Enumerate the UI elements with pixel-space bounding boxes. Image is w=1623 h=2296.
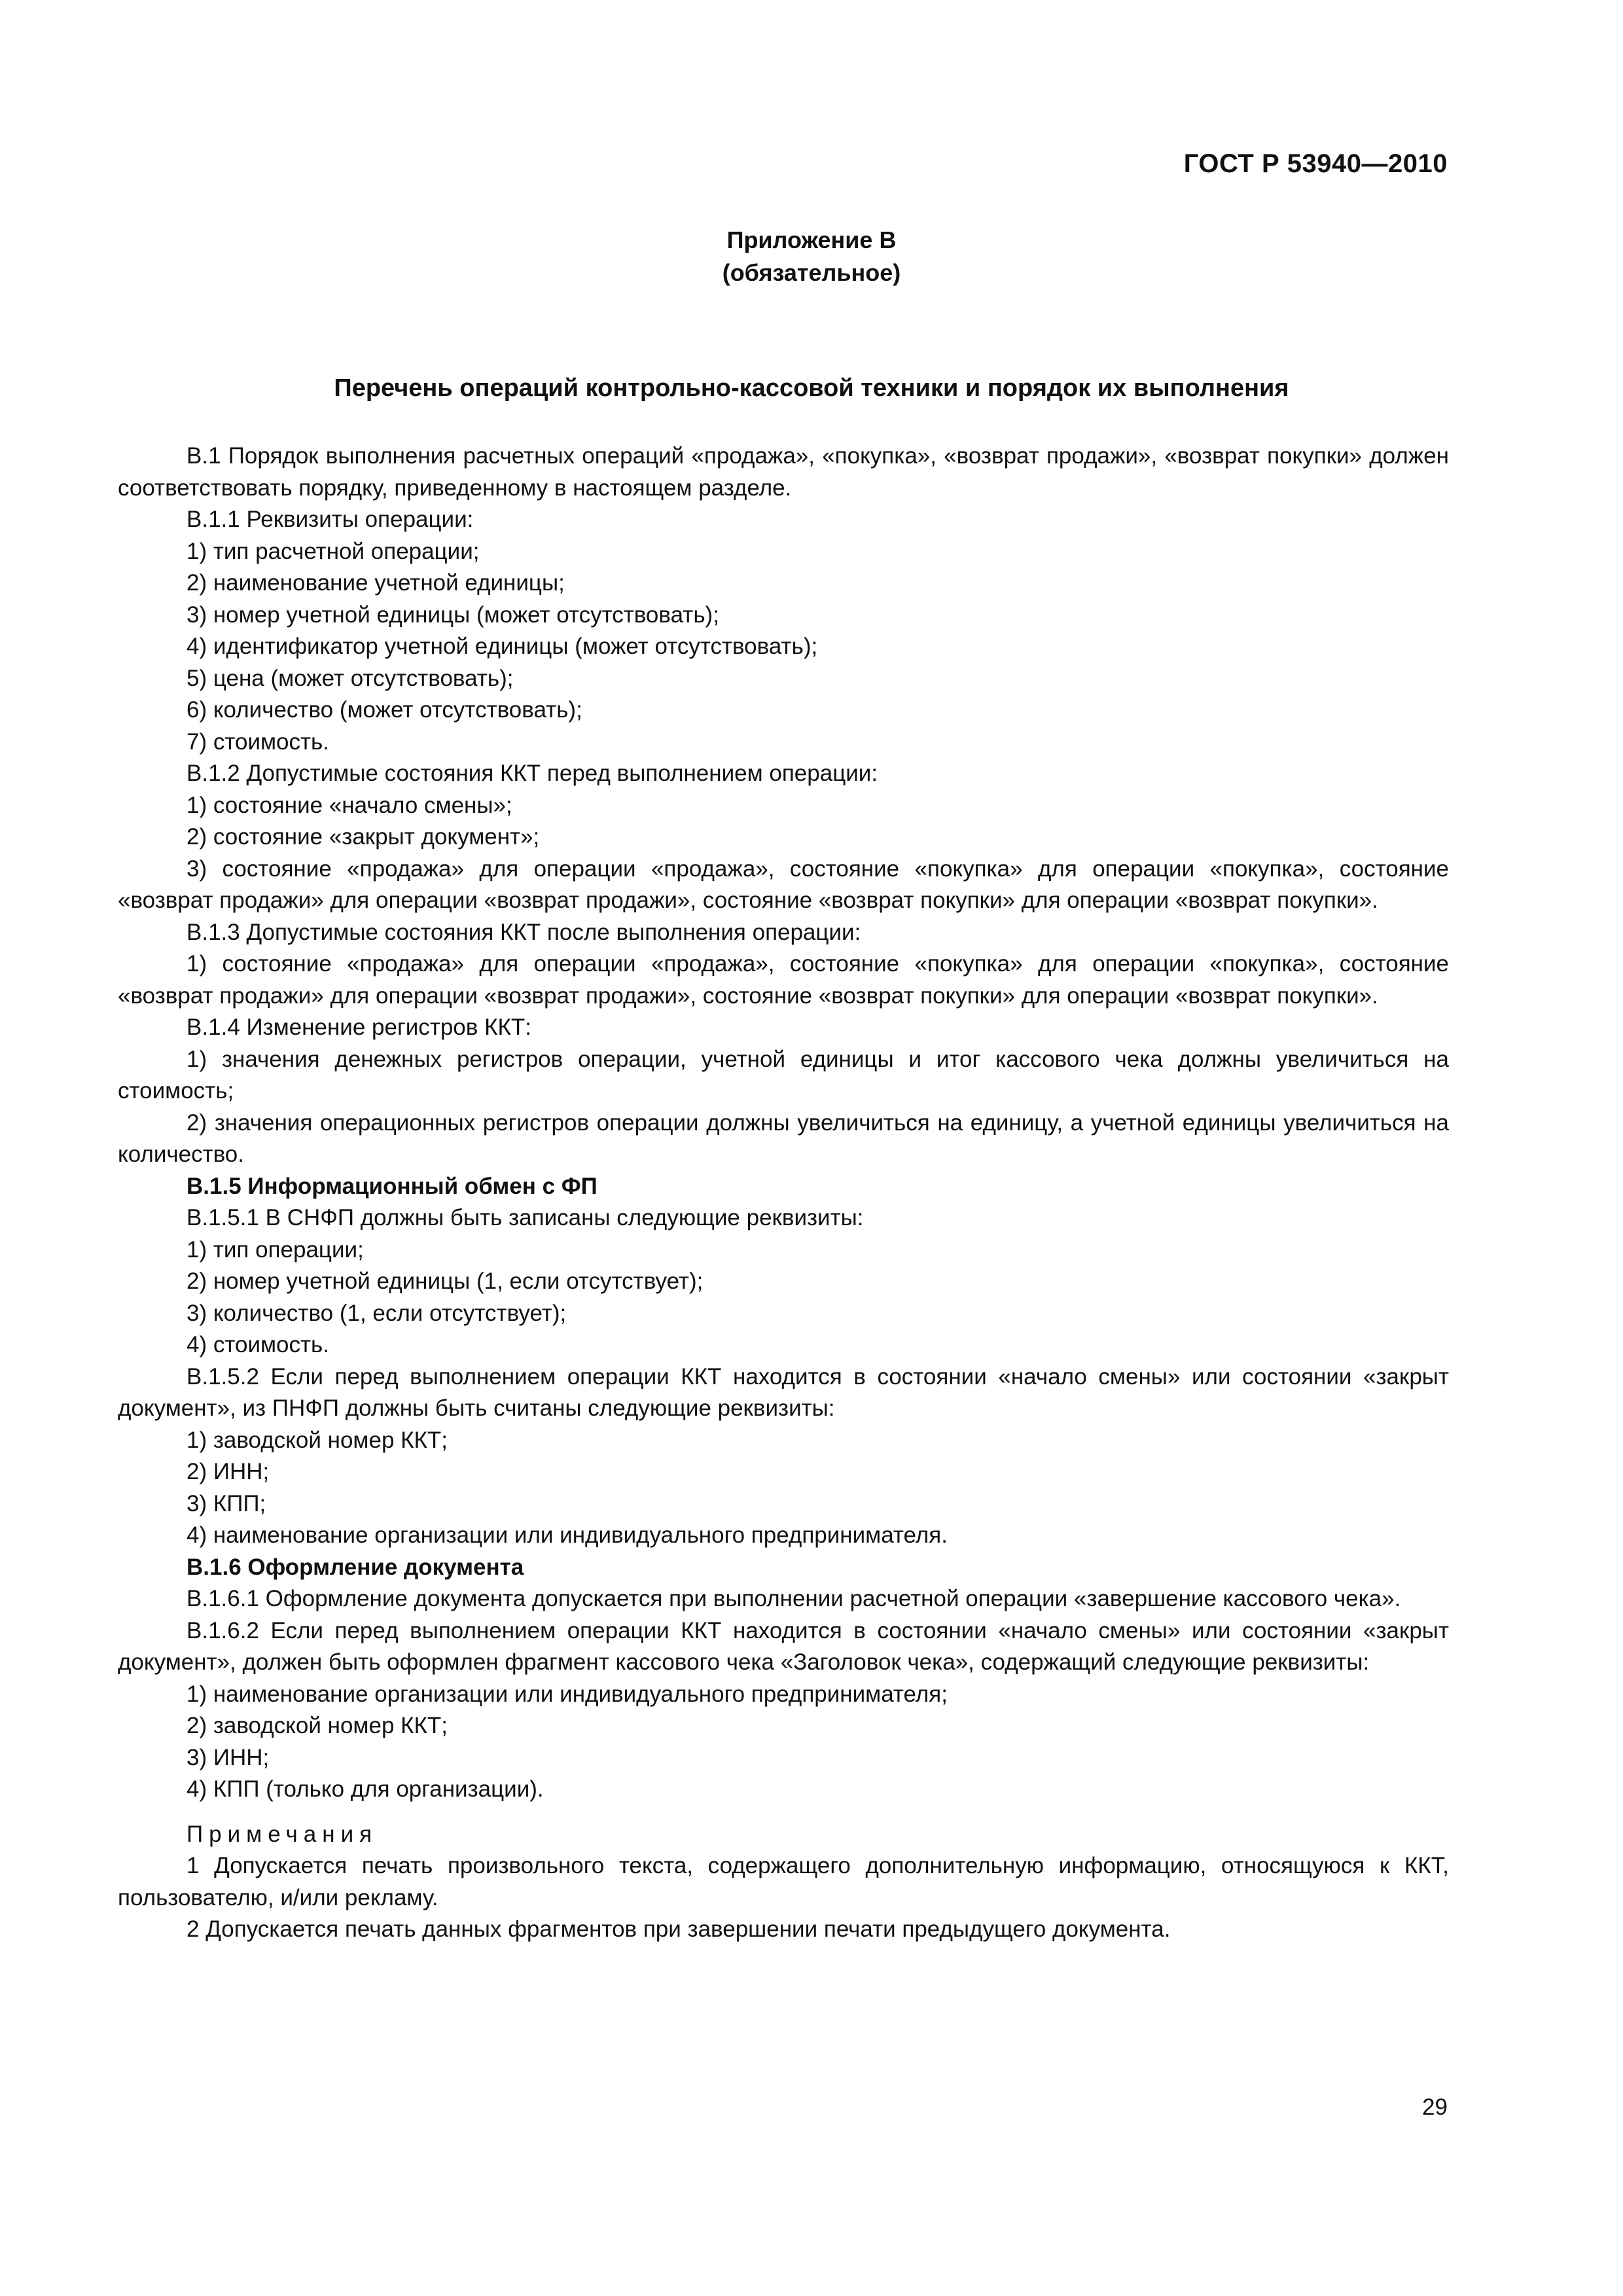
document-body (118, 440, 1449, 1946)
paragraph: 4) идентификатор учетной единицы (может отсутствовать); (187, 634, 818, 659)
paragraph: 5) цена (может отсутствовать); (187, 665, 514, 691)
annex-heading (0, 224, 1623, 289)
annex-name: Приложение В (726, 226, 897, 253)
paragraph: 1) значения денежных регистров операции, учетной единицы и итог кассового чека должны увеличиться на стоимость; (118, 1046, 1449, 1103)
paragraph: 2) заводской номер ККТ; (187, 1713, 448, 1738)
page-number: 29 (1422, 2094, 1448, 2120)
section-title: Перечень операций контрольно-кассовой техники и порядок их выполнения (334, 374, 1289, 402)
paragraph: В.1.2 Допустимые состояния ККТ перед выполнением операции: (187, 761, 878, 786)
note-item: 2 Допускается печать данных фрагментов при завершении печати предыдущего документа. (187, 1916, 1171, 1942)
paragraph: В.1.5.2 Если перед выполнением операции ККТ находится в состоянии «начало смены» или состоянии «закрыт документ», из ПНФП должны быть считаны следующие реквизиты: (118, 1363, 1449, 1421)
paragraph: В.1 Порядок выполнения расчетных операций «продажа», «покупка», «возврат продажи», «возврат покупки» должен соответствовать порядку, приведенному в настоящем разделе. (118, 443, 1449, 501)
paragraph: В.1.4 Изменение регистров ККТ: (187, 1014, 531, 1040)
paragraph: В.1.1 Реквизиты операции: (187, 507, 474, 532)
paragraph: 1) тип операции; (187, 1236, 364, 1263)
paragraph: 4) КПП (только для организации). (187, 1776, 544, 1802)
note-item: 1 Допускается печать произвольного текста, содержащего дополнительную информацию, относящуюся к ККТ, пользователю, и/или рекламу. (118, 1853, 1449, 1910)
paragraph: 4) стоимость. (187, 1332, 330, 1357)
document-code: ГОСТ Р 53940—2010 (1183, 149, 1448, 178)
subsection-heading: В.1.6 Оформление документа (187, 1554, 524, 1580)
subsection-heading: В.1.5 Информационный обмен с ФП (187, 1173, 597, 1199)
paragraph: В.1.6.2 Если перед выполнением операции ККТ находится в состоянии «начало смены» или состоянии «закрыт документ», должен быть оформлен фрагмент кассового чека «Заголовок чека», содержащий следующие реквизиты: (118, 1617, 1449, 1675)
paragraph: 1) наименование организации или индивидуального предпринимателя; (187, 1681, 948, 1707)
annex-status: (обязательное) (722, 259, 901, 286)
paragraph: 2) состояние «закрыт документ»; (187, 824, 540, 850)
paragraph: 3) КПП; (187, 1490, 266, 1516)
notes-heading: Примечания (187, 1821, 378, 1847)
notes-block (118, 1819, 1449, 1946)
paragraph: 2) номер учетной единицы (1, если отсутствует); (187, 1268, 704, 1294)
paragraph: 3) количество (1, если отсутствует); (187, 1300, 567, 1326)
paragraph: 7) стоимость. (187, 728, 330, 755)
paragraph: В.1.3 Допустимые состояния ККТ после выполнения операции: (187, 919, 861, 945)
paragraph: В.1.6.1 Оформление документа допускается при выполнении расчетной операции «завершение кассового чека». (187, 1586, 1401, 1611)
paragraph: 3) состояние «продажа» для операции «продажа», состояние «покупка» для операции «покупка», состояние «возврат продажи» для операции «возврат продажи», состояние «возврат покупки» для операции «возврат покупки». (118, 855, 1449, 913)
paragraph: 2) значения операционных регистров операции должны увеличиться на единицу, а учетной единицы увеличиться на количество. (118, 1109, 1449, 1167)
paragraph-list (118, 440, 1449, 1806)
paragraph: 3) номер учетной единицы (может отсутствовать); (187, 601, 719, 628)
paragraph: 1) тип расчетной операции; (187, 538, 480, 564)
paragraph: 1) заводской номер ККТ; (187, 1427, 448, 1453)
paragraph: 1) состояние «продажа» для операции «продажа», состояние «покупка» для операции «покупка», состояние «возврат продажи» для операции «возврат продажи», состояние «возврат покупки» для операции «возврат покупки». (118, 951, 1449, 1009)
paragraph: 3) ИНН; (187, 1744, 270, 1770)
paragraph: В.1.5.1 В СНФП должны быть записаны следующие реквизиты: (187, 1205, 864, 1230)
paragraph: 6) количество (может отсутствовать); (187, 697, 582, 723)
paragraph: 2) наименование учетной единицы; (187, 570, 565, 596)
paragraph: 4) наименование организации или индивидуального предпринимателя. (187, 1522, 948, 1548)
paragraph: 1) состояние «начало смены»; (187, 792, 512, 818)
paragraph: 2) ИНН; (187, 1459, 270, 1484)
